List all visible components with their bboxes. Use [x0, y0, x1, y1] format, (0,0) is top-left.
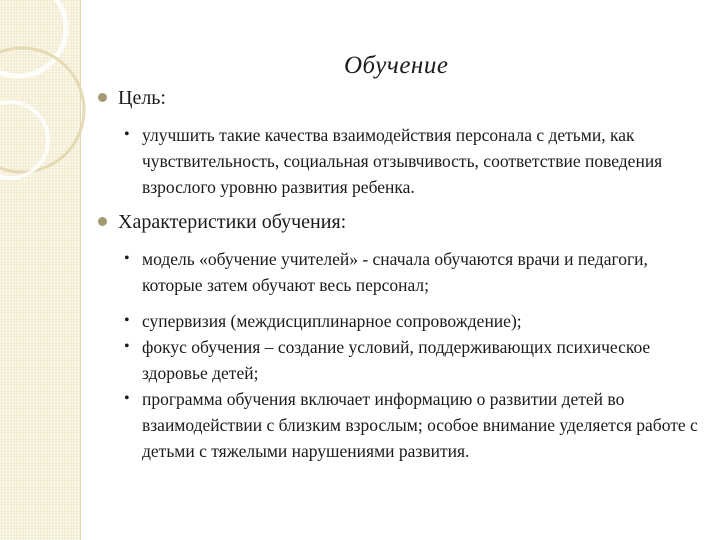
- bullet-dot-icon: [98, 93, 107, 102]
- goal-heading-text: Цель:: [118, 87, 166, 109]
- characteristics-heading: [118, 210, 346, 234]
- characteristics-item: [124, 386, 702, 464]
- deco-ring-large: [0, 0, 66, 76]
- goal-item: [124, 122, 702, 200]
- characteristics-item-text: программа обучения включает информацию о развитии детей во взаимодействии с близким взрослым; особое внимание уделяется работе с детьми с тяжелыми нарушениями развития.: [142, 389, 698, 461]
- deco-ring-mid: [0, 48, 84, 172]
- slide-title: Обучение: [344, 52, 449, 79]
- characteristics-item-text: фокус обучения – создание условий, поддерживающих психическое здоровье детей;: [142, 337, 651, 383]
- characteristics-item: [124, 246, 702, 298]
- characteristics-item: [124, 334, 702, 386]
- bullet-dot-icon: [98, 217, 107, 226]
- characteristics-heading-text: Характеристики обучения:: [118, 211, 347, 233]
- characteristics-item: [124, 308, 702, 334]
- bullet-icon: •: [124, 250, 130, 267]
- characteristics-item-text: супервизия (междисциплинарное сопровождение);: [142, 311, 522, 331]
- bullet-icon: •: [124, 312, 130, 329]
- bullet-icon: •: [124, 390, 130, 407]
- characteristics-item-text: модель «обучение учителей» - сначала обучаются врачи и педагоги, которые затем обучают весь персонал;: [142, 249, 648, 295]
- goal-item-text: улучшить такие качества взаимодействия персонала с детьми, как чувствительность, социальная отзывчивость, соответствие поведения взрослого уровню развития ребенка.: [142, 125, 663, 197]
- goal-heading: [118, 86, 166, 110]
- bullet-icon: •: [124, 338, 130, 355]
- deco-ring-small: [0, 102, 48, 178]
- bullet-icon: •: [124, 126, 130, 143]
